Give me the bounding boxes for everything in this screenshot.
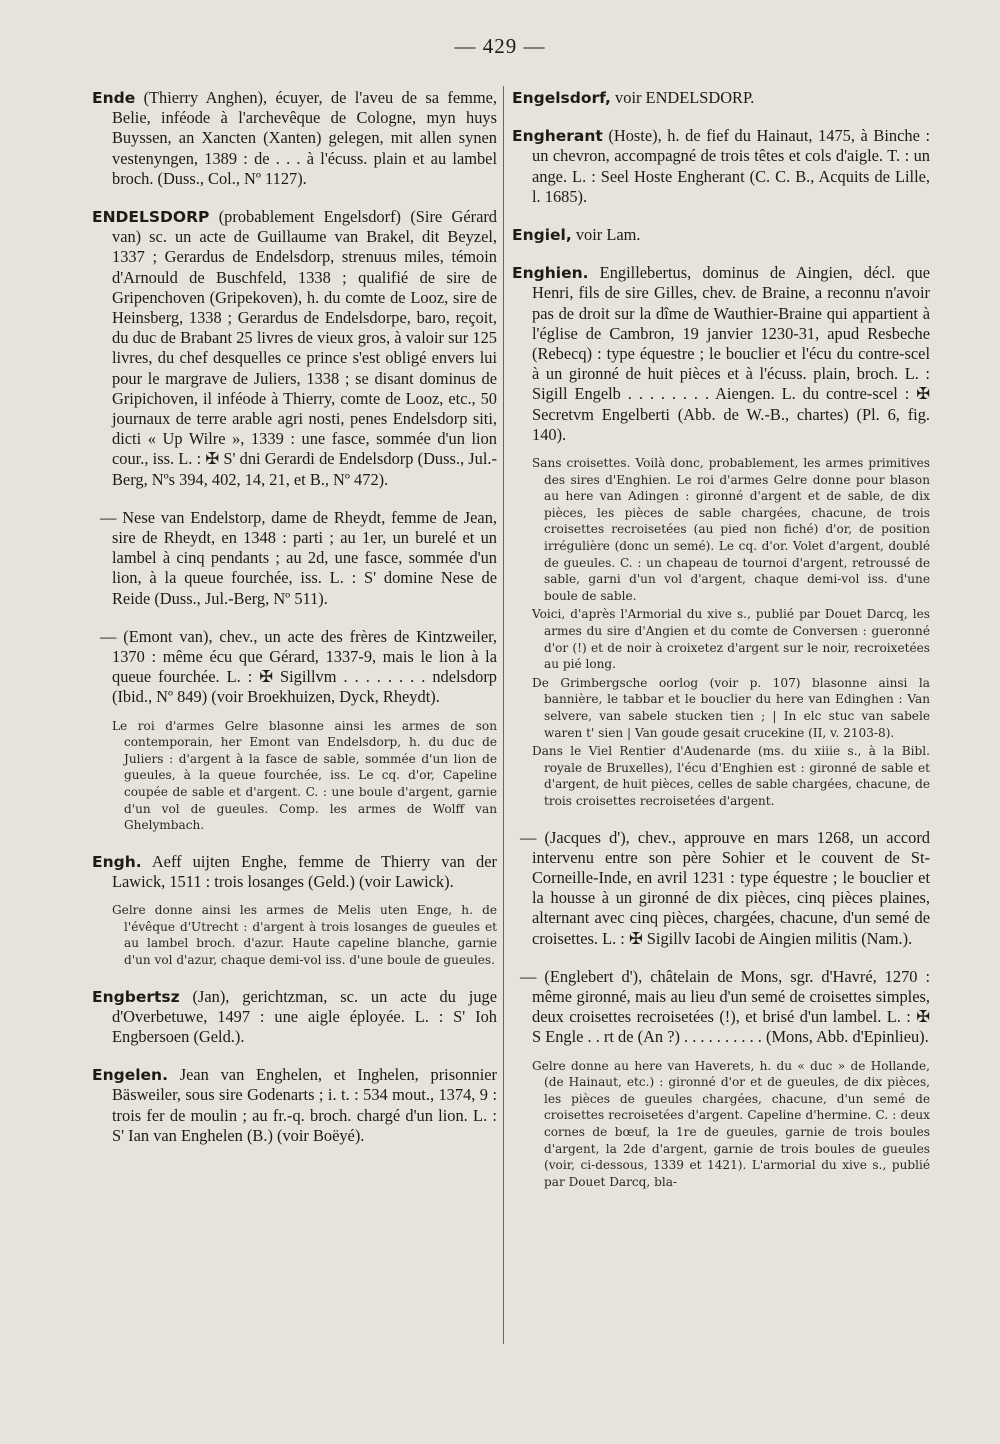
entry-engbertsz [92, 987, 497, 1048]
note-armorial-angien: Voici, d'après l'Armorial du xive s., publié par Douet Darcq, les armes du sire d'Angien et du comte de Conversen : gueronné d'or (!) et de noir à croixetez d'argent sur le noir, recroixetées au pié long. [532, 607, 930, 672]
entry-enghien [512, 263, 930, 445]
entry-text: voir Lam. [571, 225, 641, 245]
entry-text: Engillebertus, dominus de Aingien, décl. que Henri, fils de sire Gilles, chev. de Braine, a reconnu n'avoir pas de droit sur la dîme de Wauthier-Braine qui appartient à l'église de Cambron, 19 janvier 1230-31, apud Resbeche (Rebecq) : type équestre ; le bouclier et l'écu du contre-scel à un gironné de huit pièces et à l'écuss. plain, broch. L. : Sigill Engelb . . . . . . . . Aiengen. L. du contre-scel : ✠ Secretvm Engelberti (Abb. de W.-B., chartes) (Pl. 6, fig. 140). [532, 263, 930, 444]
page-number: — 429 — [454, 34, 546, 58]
entry-text: (Hoste), h. de fief du Hainaut, 1475, à Binche : un chevron, accompagné de trois têtes et cols d'aigle. T. : un ange. L. : Seel Hoste Engherant (C. C. B., Acquits de Lille, l. 1685). [532, 126, 930, 206]
note-viel-rentier: Dans le Viel Rentier d'Audenarde (ms. du xiiie s., à la Bibl. royale de Bruxelles), l'écu d'Enghien est : gironné de sable et d'argent, de huit pièces, celles de sable chargées, chacune, de trois croisettes recroisetées d'argent. [532, 744, 930, 808]
headword: Engiel, [512, 226, 572, 245]
headword: Engelen. [92, 1066, 168, 1085]
headword: Engh. [92, 852, 142, 871]
entry-endelsdorp [92, 207, 497, 490]
headword: ENDELSDORP [92, 208, 210, 227]
right-column [512, 88, 930, 1208]
note-gelre-melis: Gelre donne ainsi les armes de Melis uten Enge, h. de l'évêque d'Utrecht : d'argent à trois losanges de gueules et au lambel broch. d'azur. Haute capeline blanche, garnie d'un vol d'azur, chaque demi-vol iss. d'une boule de gueules. [112, 903, 497, 968]
headword: Engelsdorf, [512, 89, 611, 107]
column-divider [503, 86, 504, 1344]
entry-englebert: — (Englebert d'), châtelain de Mons, sgr. d'Havré, 1270 : même gironné, mais au lieu d'un semé de croisettes simples, deux croisettes recroisetées (!), et brisé d'un lambel. L. : ✠ S Engle . . rt de (An ?) . . . . . . . . . . (Mons, Abb. d'Epinlieu). [520, 966, 930, 1047]
note-grimbergsche: De Grimbergsche oorlog (voir p. 107) blasonne ainsi la bannière, le tabbar et le bouclier du here van Edinghen : Van selvere, van sabele stucken tien ; | In elc stuc van sabele waren t' sien | Van goude gesait crucekine (II, v. 2103-8). [532, 675, 930, 740]
entry-engelsdorf [512, 88, 930, 108]
entry-text: (probablement Engelsdorf) (Sire Gérard van) sc. un acte de Guillaume van Brakel, dit Beyzel, 1337 ; Gerardus de Endelsdorp, strenuus miles, témoin d'Arnould de Buschfeld, 1338 ; qualifié de sire de Gripenchoven (Gripekoven), h. du comte de Looz, sire de Heinsberg, 1338 ; Gerardus de Endelsdorpe, baro, reçoit, du duc de Brabant 25 livres de vieux gros, à valoir sur 125 livres, du chef desquelles ce prince s'est obligé envers lui pour le margrave de Juliers, 1338 ; se disant dominus de Gripichoven, il inféode à Thierry, comte de Looz, etc., 50 journaux de terre arable agri nosti, penes Endelsdorp siti, dicti « Up Wilre », 1339 : une fasce, sommée d'un lion cour., iss. L. : ✠ S' dni Gerardi de Endelsdorp (Duss., Jul.-Berg, Nºs 394, 402, 14, 21, et B., Nº 472). [112, 207, 497, 489]
entry-jacques: — (Jacques d'), chev., approuve en mars 1268, un accord intervenu entre son père Sohier et le couvent de St-Corneille-Inde, en avril 1231 : type équestre ; le bouclier et la housse à un gironné de dix pièces, cinq pièces plaines, alternant avec cinq pièces, chargées, chacune, d'un semé de croisettes. L. : ✠ Sigillv Iacobi de Aingien militis (Nam.). [520, 827, 930, 948]
headword: Ende [92, 89, 136, 107]
entry-ende [92, 88, 497, 189]
note-sans-croisettes: Sans croisettes. Voilà donc, probablement, les armes primitives des sires d'Enghien. Le roi d'armes Gelre donne pour blason au here van Adingen : gironné d'argent et de sable, de dix pièces, les pièces de sable chargées, chacune, de trois croisettes recroisetées (au pied non fiché) d'or, de position irrégulière (donc un semé). Le cq. d'or. Volet d'argent, doublé de gueules. C. : un chapeau de tournoi d'argent, retroussé de sable, garni d'un vol d'argent, chaque demi-vol iss. d'une boule de sable. [532, 456, 930, 603]
headword: Engbertsz [92, 987, 180, 1006]
headword: Enghien. [512, 264, 589, 283]
note-gelre-emont: Le roi d'armes Gelre blasonne ainsi les armes de son contemporain, her Emont van Endelsdorp, h. du duc de Juliers : d'argent à la fasce de sable, sommée d'un lion de gueules, à la queue fourchée, iss. Le cq. d'or, Capeline coupée de sable et d'argent. C. : une boule d'argent, garnie d'un vol de gueules. Comp. les armes de Wolff van Ghelymbach. [112, 718, 497, 833]
note-gelre-haverets: Gelre donne au here van Haverets, h. du « duc » de Hollande, (de Hainaut, etc.) : gironné d'or et de gueules, de dix pièces, les pièces de gueules chargées, chacune, d'un semé de croisettes recroisetées d'argent. Capeline d'hermine. C. : deux cornes de bœuf, la 1re de gueules, garnie de trois boules d'argent, la 2de d'argent, garnie de trois boules de gueules (voir, ci-dessous, 1339 et 1421). L'armorial du xive s., publié par Douet Darcq, bla- [532, 1058, 930, 1189]
entry-engherant [512, 126, 930, 207]
entry-text: Jean van Enghelen, et Inghelen, prisonnier Bäsweiler, sous sire Godenarts ; i. t. : 534 mout., 1374, 9 : trois fer de moulin ; au fr.-q. broch. chargé d'un lion. L. : S' Ian van Enghelen (B.) (voir Boëyé). [112, 1065, 497, 1145]
entry-text: voir ENDELSDORP. [610, 88, 755, 107]
entry-text: (Thierry Anghen), écuyer, de l'aveu de sa femme, Belie, inféode à l'archevêque de Cologne, myn huys Buyssen, an Xancten (Xanten) gelegen, mit allen synen vestenyngen, 1389 : de . . . à l'écuss. plain et au lambel broch. (Duss., Col., Nº 1127). [112, 88, 497, 188]
headword: Engherant [512, 127, 603, 146]
entry-emont: — (Emont van), chev., un acte des frères de Kintzweiler, 1370 : même écu que Gérard, 1337-9, mais le lion à la queue fourchée. L. : ✠ Sigillvm . . . . . . . . ndelsdorp (Ibid., Nº 849) (voir Broekhuizen, Dyck, Rheydt). [100, 626, 497, 707]
entry-text: (Jan), gerichtzman, sc. un acte du juge d'Overbetuwe, 1497 : une aigle éployée. L. : S' Ioh Engbersoen (Geld.). [112, 986, 497, 1047]
entry-nese: — Nese van Endelstorp, dame de Rheydt, femme de Jean, sire de Rheydt, en 1348 : parti ; au 1er, un burelé et un lambel à cinq pendants ; au 2d, une fasce, sommée d'un lion, à la queue fourchée, iss. L. : S' domine Nese de Reide (Duss., Jul.-Berg, Nº 511). [100, 507, 497, 608]
entry-engelen [92, 1065, 497, 1146]
entry-text: Aeff uijten Enghe, femme de Thierry van der Lawick, 1511 : trois losanges (Geld.) (voir Lawick). [112, 851, 497, 892]
entry-engh [92, 852, 497, 892]
entry-engiel [512, 225, 930, 245]
left-column [92, 88, 497, 1164]
